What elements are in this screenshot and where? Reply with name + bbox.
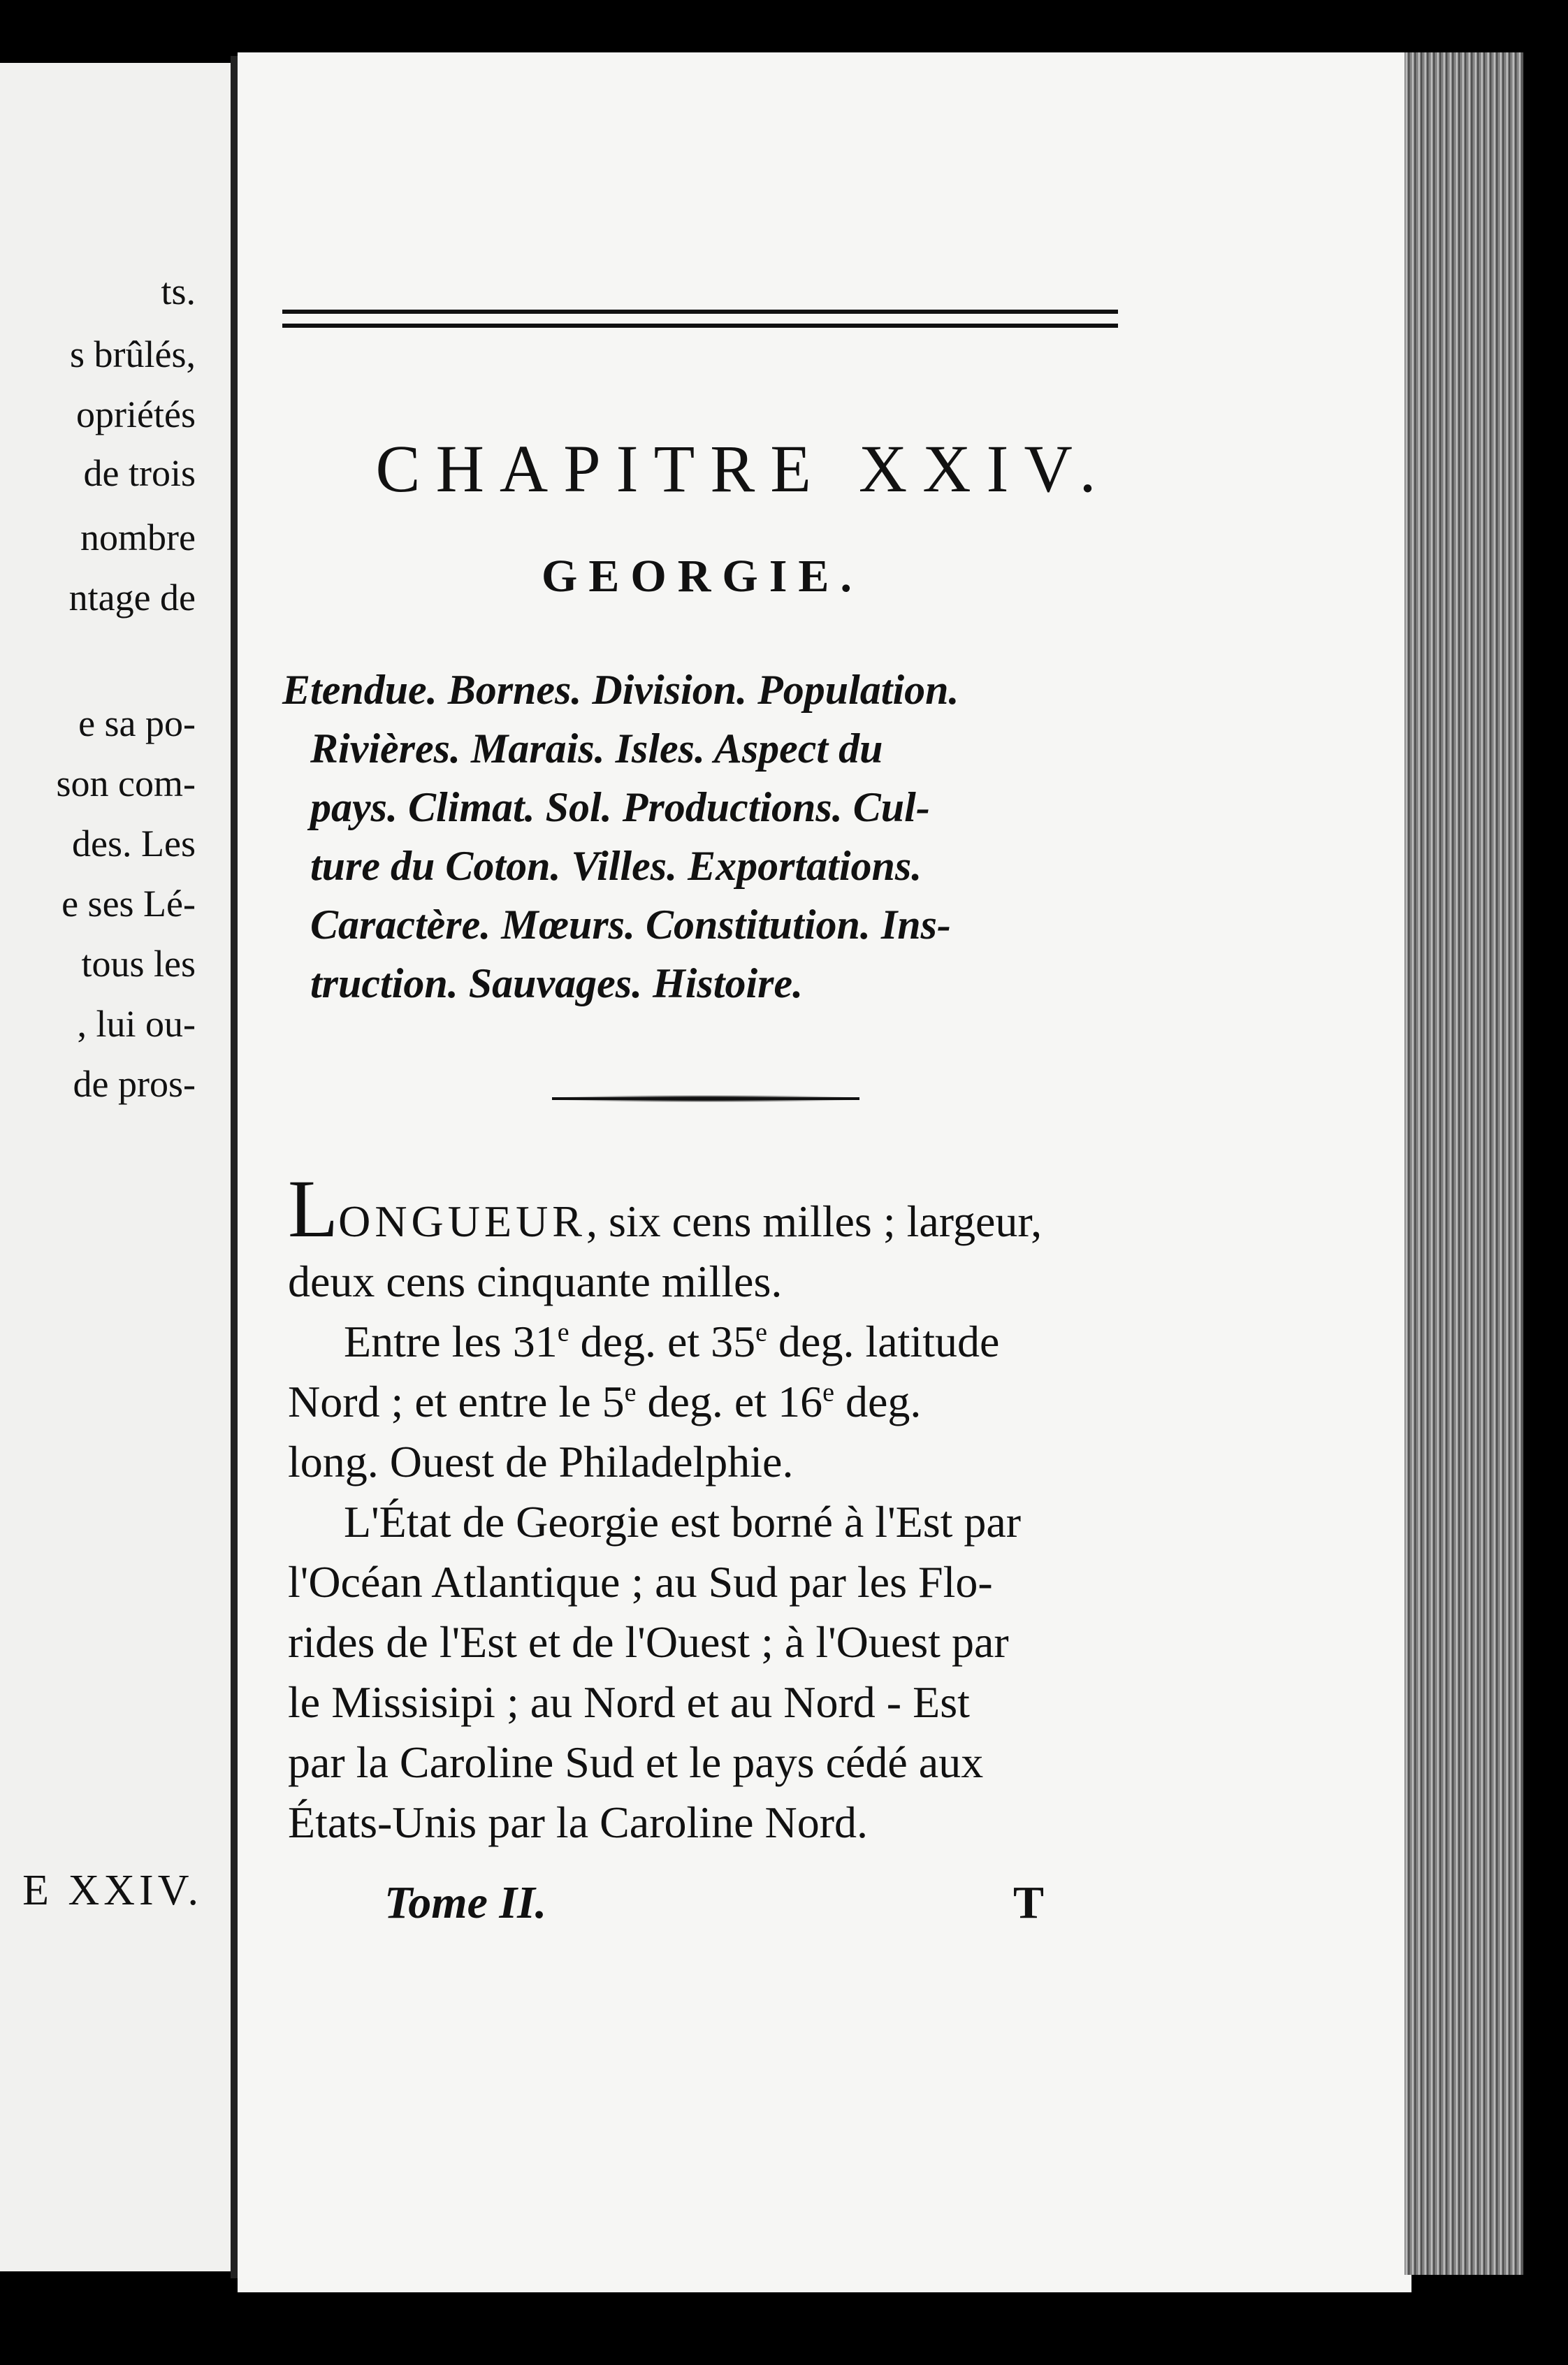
left-page-running-foot: E XXIV. <box>22 1867 203 1914</box>
page-footer <box>384 1876 1153 1930</box>
top-double-rule <box>282 310 1118 328</box>
superscript: e <box>557 1317 569 1347</box>
left-page-line: de pros- <box>73 1063 196 1105</box>
right-page <box>238 52 1411 2292</box>
body-line: L'État de Georgie est borné à l'Est par <box>344 1497 1022 1547</box>
left-page-line: , lui ou- <box>77 1003 196 1045</box>
book-page-edges <box>1404 52 1523 2275</box>
book-gutter <box>231 56 238 2278</box>
chapter-title: CHAPITRE XXIV. <box>375 431 1112 506</box>
left-page-line: des. Les <box>72 823 196 865</box>
body-line: l'Océan Atlantique ; au Sud par les Flo- <box>288 1557 993 1607</box>
body-text-run: deg. latitude <box>767 1317 1000 1366</box>
superscript: e <box>755 1317 768 1347</box>
left-page-line: e ses Lé- <box>61 883 196 925</box>
drop-cap: L <box>288 1163 339 1254</box>
body-line: États-Unis par la Caroline Nord. <box>288 1798 868 1847</box>
body-text-run: , six cens milles ; largeur, <box>586 1196 1043 1246</box>
ornamental-rule-line <box>552 1097 859 1100</box>
left-page-line: son com- <box>56 762 196 804</box>
small-caps-word: ONGUEUR <box>338 1196 586 1246</box>
body-line: deux cens cinquante milles. <box>288 1257 783 1306</box>
section-heading: GEORGIE. <box>542 551 863 602</box>
body-text-run: Nord ; et entre le 5 <box>288 1377 625 1426</box>
chapter-summary <box>282 660 1177 1013</box>
volume-signature: Tome II. <box>384 1877 547 1928</box>
body-text-run: Entre les 31 <box>344 1317 558 1366</box>
superscript: e <box>624 1377 637 1408</box>
body-line <box>288 1372 1210 1432</box>
body-line: par la Caroline Sud et le pays cédé aux <box>288 1737 984 1787</box>
body-text-run: deg. et 16 <box>636 1377 823 1426</box>
left-page-line: ntage de <box>68 577 196 619</box>
body-text-run: deg. et 35 <box>569 1317 756 1366</box>
left-page-line: e sa po- <box>78 702 196 744</box>
summary-line: Rivières. Marais. Isles. Aspect du <box>310 725 883 772</box>
superscript: e <box>822 1377 834 1408</box>
summary-line: truction. Sauvages. Histoire. <box>310 960 804 1006</box>
summary-line: ture du Coton. Villes. Exportations. <box>310 843 922 889</box>
left-page <box>0 63 231 2271</box>
left-page-line: ts. <box>161 270 196 312</box>
left-page-line: opriétés <box>76 393 196 435</box>
body-text <box>288 1163 1210 1853</box>
body-line: rides de l'Est et de l'Ouest ; à l'Ouest par <box>288 1617 1009 1667</box>
summary-line: Etendue. Bornes. Division. Population. <box>282 667 959 713</box>
left-page-line: nombre <box>80 516 196 558</box>
left-page-line: s brûlés, <box>70 333 196 375</box>
body-text-run: deg. <box>834 1377 922 1426</box>
left-page-line: de trois <box>83 452 196 494</box>
left-page-line: tous les <box>81 943 196 985</box>
body-line <box>288 1312 1210 1372</box>
body-line: long. Ouest de Philadelphie. <box>288 1437 794 1487</box>
summary-line: pays. Climat. Sol. Productions. Cul- <box>310 784 930 830</box>
body-line <box>288 1163 1210 1254</box>
summary-line: Caractère. Mœurs. Constitution. Ins- <box>310 902 951 948</box>
gathering-signature: T <box>1013 1877 1045 1928</box>
body-line: le Missisipi ; au Nord et au Nord - Est <box>288 1677 970 1727</box>
